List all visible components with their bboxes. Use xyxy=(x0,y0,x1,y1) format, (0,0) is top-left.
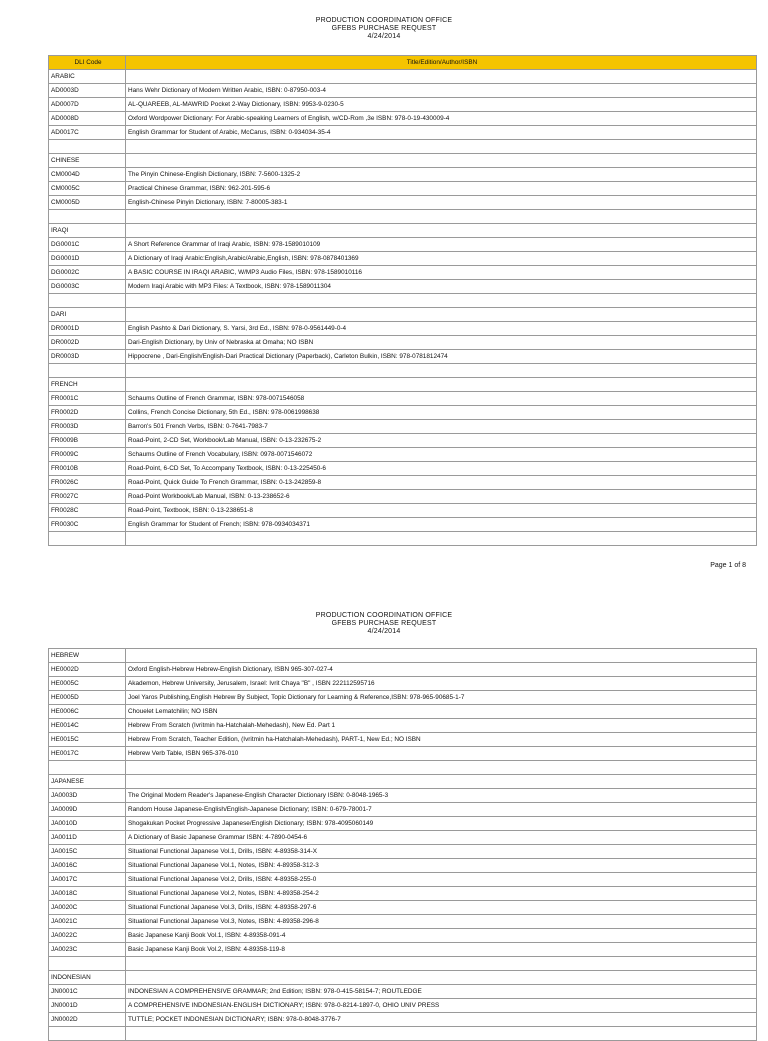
empty-cell xyxy=(49,210,126,224)
dli-code-cell: JA0009D xyxy=(49,803,126,817)
dli-code-cell: HE0002D xyxy=(49,663,126,677)
section-row xyxy=(49,649,757,663)
title-cell: A Dictionary of Iraqi Arabic:English,Arabic/Arabic,English, ISBN: 978-0878401369 xyxy=(126,252,757,266)
dli-code-cell: DG0002C xyxy=(49,266,126,280)
table-row xyxy=(49,803,757,817)
dli-code-cell: CM0004D xyxy=(49,168,126,182)
section-row xyxy=(49,378,757,392)
title-cell: Shogakukan Pocket Progressive Japanese/English Dictionary; ISBN: 978-4095060149 xyxy=(126,817,757,831)
title-cell: Barron's 501 French Verbs, ISBN: 0-7641-7983-7 xyxy=(126,420,757,434)
dli-code-cell: AD0007D xyxy=(49,98,126,112)
title-cell: Situational Functional Japanese Vol.2, Drills, ISBN: 4-89358-255-0 xyxy=(126,873,757,887)
table-row xyxy=(49,196,757,210)
title-cell: TUTTLE; POCKET INDONESIAN DICTIONARY; ISBN: 978-0-8048-3776-7 xyxy=(126,1013,757,1027)
blank-row xyxy=(49,294,757,308)
title-cell: A COMPREHENSIVE INDONESIAN-ENGLISH DICTIONARY; ISBN: 978-0-8214-1897-0, OHIO UNIV PRESS xyxy=(126,999,757,1013)
title-cell: Oxford Wordpower Dictionary: For Arabic-speaking Learners of English, w/CD-Rom ,3e ISBN: 978-0-19-430009-4 xyxy=(126,112,757,126)
title-cell: Situational Functional Japanese Vol.1, Drills, ISBN: 4-89358-314-X xyxy=(126,845,757,859)
dli-code-cell: JA0017C xyxy=(49,873,126,887)
title-cell: Oxford English-Hebrew Hebrew-English Dictionary, ISBN 965-307-027-4 xyxy=(126,663,757,677)
title-cell: Road-Point Workbook/Lab Manual, ISBN: 0-13-238652-6 xyxy=(126,490,757,504)
dli-code-cell: DR0003D xyxy=(49,350,126,364)
empty-cell xyxy=(49,761,126,775)
table-row xyxy=(49,817,757,831)
title-cell: Chouelet Lematchilin; NO ISBN xyxy=(126,705,757,719)
title-cell: Hans Wehr Dictionary of Modern Written Arabic, ISBN: 0-87950-003-4 xyxy=(126,84,757,98)
dli-code-cell: HE0006C xyxy=(49,705,126,719)
table-row xyxy=(49,518,757,532)
empty-cell xyxy=(126,1027,757,1041)
blank-row xyxy=(49,957,757,971)
table-row xyxy=(49,901,757,915)
table-row xyxy=(49,448,757,462)
dli-code-cell: DG0001C xyxy=(49,238,126,252)
title-cell: Situational Functional Japanese Vol.3, Drills, ISBN: 4-89358-297-6 xyxy=(126,901,757,915)
title-cell: Situational Functional Japanese Vol.1, Notes, ISBN: 4-89358-312-3 xyxy=(126,859,757,873)
table-row xyxy=(49,98,757,112)
section-name: IRAQI xyxy=(49,224,126,238)
dli-code-cell: HE0005D xyxy=(49,691,126,705)
empty-cell xyxy=(126,364,757,378)
dli-code-cell: JA0020C xyxy=(49,901,126,915)
section-name: CHINESE xyxy=(49,154,126,168)
title-cell: English-Chinese Pinyin Dictionary, ISBN: 7-80005-383-1 xyxy=(126,196,757,210)
blank-row xyxy=(49,532,757,546)
request-title: GFEBS PURCHASE REQUEST xyxy=(331,620,437,627)
table-row xyxy=(49,677,757,691)
table-row xyxy=(49,406,757,420)
request-date: 4/24/2014 xyxy=(367,628,401,635)
dli-code-cell: CM0005C xyxy=(49,182,126,196)
table-row xyxy=(49,985,757,999)
empty-cell xyxy=(126,294,757,308)
blank-row xyxy=(49,761,757,775)
empty-cell xyxy=(49,1027,126,1041)
section-name: FRENCH xyxy=(49,378,126,392)
table-row xyxy=(49,691,757,705)
dli-code-cell: JA0015C xyxy=(49,845,126,859)
dli-code-cell: JA0018C xyxy=(49,887,126,901)
empty-cell xyxy=(49,140,126,154)
title-cell: English Grammar for Student of French; ISBN: 978-0934034371 xyxy=(126,518,757,532)
table-row xyxy=(49,831,757,845)
title-cell: The Pinyin Chinese-English Dictionary, ISBN: 7-5600-1325-2 xyxy=(126,168,757,182)
table-row xyxy=(49,322,757,336)
empty-cell xyxy=(126,308,757,322)
empty-cell xyxy=(49,957,126,971)
dli-code-cell: HE0014C xyxy=(49,719,126,733)
title-cell: A Short Reference Grammar of Iraqi Arabic, ISBN: 978-1589010109 xyxy=(126,238,757,252)
title-cell: Random House Japanese-English/English-Japanese Dictionary; ISBN: 0-679-78001-7 xyxy=(126,803,757,817)
table-row xyxy=(49,168,757,182)
page1-header xyxy=(0,17,768,41)
dli-code-cell: AD0008D xyxy=(49,112,126,126)
title-cell: English Grammar for Student of Arabic, McCarus, ISBN: 0-934034-35-4 xyxy=(126,126,757,140)
table-row xyxy=(49,462,757,476)
dli-code-cell: FR0028C xyxy=(49,504,126,518)
dli-code-cell: HE0017C xyxy=(49,747,126,761)
empty-cell xyxy=(126,154,757,168)
dli-code-cell: JN0001D xyxy=(49,999,126,1013)
title-cell: Situational Functional Japanese Vol.3, Notes, ISBN: 4-89358-296-8 xyxy=(126,915,757,929)
table-row xyxy=(49,392,757,406)
table-header-row xyxy=(49,56,757,70)
table-row xyxy=(49,266,757,280)
dli-code-cell: FR0010B xyxy=(49,462,126,476)
dli-code-cell: JN0002D xyxy=(49,1013,126,1027)
empty-cell xyxy=(126,210,757,224)
section-name: ARABIC xyxy=(49,70,126,84)
dli-code-cell: CM0005D xyxy=(49,196,126,210)
empty-cell xyxy=(126,971,757,985)
section-row xyxy=(49,154,757,168)
empty-cell xyxy=(126,224,757,238)
dli-code-cell: AD0017C xyxy=(49,126,126,140)
office-title: PRODUCTION COORDINATION OFFICE xyxy=(315,612,453,619)
table-row xyxy=(49,719,757,733)
dli-code-cell: FR0009C xyxy=(49,448,126,462)
section-name: JAPANESE xyxy=(49,775,126,789)
page1-table xyxy=(48,55,757,546)
table-row xyxy=(49,999,757,1013)
empty-cell xyxy=(126,649,757,663)
table-row xyxy=(49,84,757,98)
table-row xyxy=(49,112,757,126)
title-cell: Road-Point, 2-CD Set, Workbook/Lab Manual, ISBN: 0-13-232675-2 xyxy=(126,434,757,448)
table-row xyxy=(49,252,757,266)
title-cell: Modern Iraqi Arabic with MP3 Files: A Textbook, ISBN: 978-1589011304 xyxy=(126,280,757,294)
empty-cell xyxy=(126,775,757,789)
empty-cell xyxy=(126,957,757,971)
title-cell: Basic Japanese Kanji Book Vol.2, ISBN: 4-89358-119-8 xyxy=(126,943,757,957)
dli-code-cell: JA0010D xyxy=(49,817,126,831)
section-name: HEBREW xyxy=(49,649,126,663)
title-cell: Road-Point, 6-CD Set, To Accompany Textbook, ISBN: 0-13-225450-6 xyxy=(126,462,757,476)
title-cell: Hebrew Verb Table, ISBN 965-376-010 xyxy=(126,747,757,761)
title-cell: Hippocrene , Dari-English/English-Dari Practical Dictionary (Paperback), Carleton Bulkin, ISBN: 978-0781812474 xyxy=(126,350,757,364)
table-row xyxy=(49,887,757,901)
page2-header xyxy=(0,612,768,636)
title-cell: Dari-English Dictionary, by Univ of Nebraska at Omaha; NO ISBN xyxy=(126,336,757,350)
title-cell: A Dictionary of Basic Japanese Grammar ISBN: 4-7890-0454-6 xyxy=(126,831,757,845)
column-header-code: DLI Code xyxy=(49,56,126,70)
dli-code-cell: DG0001D xyxy=(49,252,126,266)
title-cell: Hebrew From Scratch (Ivritmin ha-Hatchalah-Mehedash), New Ed. Part 1 xyxy=(126,719,757,733)
table-row xyxy=(49,705,757,719)
table-row xyxy=(49,789,757,803)
dli-code-cell: FR0026C xyxy=(49,476,126,490)
blank-row xyxy=(49,140,757,154)
table-row xyxy=(49,915,757,929)
section-row xyxy=(49,971,757,985)
table-row xyxy=(49,336,757,350)
dli-code-cell: JA0016C xyxy=(49,859,126,873)
table-row xyxy=(49,859,757,873)
dli-code-cell: AD0003D xyxy=(49,84,126,98)
dli-code-cell: DR0001D xyxy=(49,322,126,336)
empty-cell xyxy=(126,70,757,84)
empty-cell xyxy=(126,532,757,546)
title-cell: Road-Point, Quick Guide To French Grammar, ISBN: 0-13-242859-8 xyxy=(126,476,757,490)
title-cell: Akademon, Hebrew University, Jerusalem, Israel: Ivrit Chaya "B" , ISBN 222112595716 xyxy=(126,677,757,691)
title-cell: INDONESIAN A COMPREHENSIVE GRAMMAR; 2nd Edition; ISBN: 978-0-415-58154-7; ROUTLEDGE xyxy=(126,985,757,999)
table-row xyxy=(49,504,757,518)
section-row xyxy=(49,70,757,84)
blank-row xyxy=(49,210,757,224)
title-cell: A BASIC COURSE IN IRAQI ARABIC, W/MP3 Audio Files, ISBN: 978-1589010116 xyxy=(126,266,757,280)
empty-cell xyxy=(49,364,126,378)
title-cell: Hebrew From Scratch, Teacher Edition, (Ivritmin ha-Hatchalah-Mehedash), PART-1, New Ed.; NO ISBN xyxy=(126,733,757,747)
title-cell: English Pashto & Dari Dictionary, S. Yarsi, 3rd Ed., ISBN: 978-0-9561449-0-4 xyxy=(126,322,757,336)
table-row xyxy=(49,126,757,140)
table-row xyxy=(49,490,757,504)
section-row xyxy=(49,775,757,789)
title-cell: Schaums Outline of French Grammar, ISBN: 978-0071546058 xyxy=(126,392,757,406)
table-row xyxy=(49,434,757,448)
dli-code-cell: JA0023C xyxy=(49,943,126,957)
table-row xyxy=(49,733,757,747)
request-title: GFEBS PURCHASE REQUEST xyxy=(331,25,437,32)
title-cell: Basic Japanese Kanji Book Vol.1, ISBN: 4-89358-091-4 xyxy=(126,929,757,943)
blank-row xyxy=(49,1027,757,1041)
table-row xyxy=(49,1013,757,1027)
title-cell: Situational Functional Japanese Vol.2, Notes, ISBN: 4-89358-254-2 xyxy=(126,887,757,901)
dli-code-cell: FR0009B xyxy=(49,434,126,448)
empty-cell xyxy=(49,532,126,546)
table-row xyxy=(49,929,757,943)
dli-code-cell: JA0022C xyxy=(49,929,126,943)
dli-code-cell: DR0002D xyxy=(49,336,126,350)
office-title: PRODUCTION COORDINATION OFFICE xyxy=(315,17,453,24)
dli-code-cell: FR0030C xyxy=(49,518,126,532)
dli-code-cell: DG0003C xyxy=(49,280,126,294)
title-cell: AL-QUAREEB, AL-MAWRID Pocket 2-Way Dictionary, ISBN: 9953-9-0230-5 xyxy=(126,98,757,112)
table-row xyxy=(49,663,757,677)
title-cell: Schaums Outline of French Vocabulary, ISBN: 0978-0071546072 xyxy=(126,448,757,462)
title-cell: Joel Yaros Publishing,English Hebrew By Subject, Topic Dictionary for Learning & Reference,ISBN: 978-965-90685-1-7 xyxy=(126,691,757,705)
section-name: INDONESIAN xyxy=(49,971,126,985)
table-row xyxy=(49,873,757,887)
empty-cell xyxy=(126,761,757,775)
table-row xyxy=(49,845,757,859)
page-number: Page 1 of 8 xyxy=(710,562,746,569)
dli-code-cell: JA0003D xyxy=(49,789,126,803)
dli-code-cell: FR0027C xyxy=(49,490,126,504)
dli-code-cell: JA0021C xyxy=(49,915,126,929)
dli-code-cell: HE0015C xyxy=(49,733,126,747)
empty-cell xyxy=(49,294,126,308)
table-row xyxy=(49,182,757,196)
section-row xyxy=(49,224,757,238)
empty-cell xyxy=(126,140,757,154)
column-header-title: Title/Edition/Author/ISBN xyxy=(126,56,757,70)
section-name: DARI xyxy=(49,308,126,322)
table-row xyxy=(49,420,757,434)
table-row xyxy=(49,238,757,252)
title-cell: Collins, French Concise Dictionary, 5th Ed., ISBN: 978-0061998638 xyxy=(126,406,757,420)
title-cell: The Original Modern Reader's Japanese-English Character Dictionary ISBN: 0-8048-1965-3 xyxy=(126,789,757,803)
title-cell: Road-Point, Textbook, ISBN: 0-13-238651-8 xyxy=(126,504,757,518)
dli-code-cell: FR0002D xyxy=(49,406,126,420)
dli-code-cell: JA0011D xyxy=(49,831,126,845)
empty-cell xyxy=(126,378,757,392)
request-date: 4/24/2014 xyxy=(367,33,401,40)
dli-code-cell: JN0001C xyxy=(49,985,126,999)
table-row xyxy=(49,476,757,490)
dli-code-cell: HE0005C xyxy=(49,677,126,691)
table-row xyxy=(49,943,757,957)
dli-code-cell: FR0001C xyxy=(49,392,126,406)
table-row xyxy=(49,280,757,294)
section-row xyxy=(49,308,757,322)
table-row xyxy=(49,350,757,364)
page2-table xyxy=(48,648,757,1041)
table-row xyxy=(49,747,757,761)
title-cell: Practical Chinese Grammar, ISBN: 962-201-595-6 xyxy=(126,182,757,196)
blank-row xyxy=(49,364,757,378)
dli-code-cell: FR0003D xyxy=(49,420,126,434)
